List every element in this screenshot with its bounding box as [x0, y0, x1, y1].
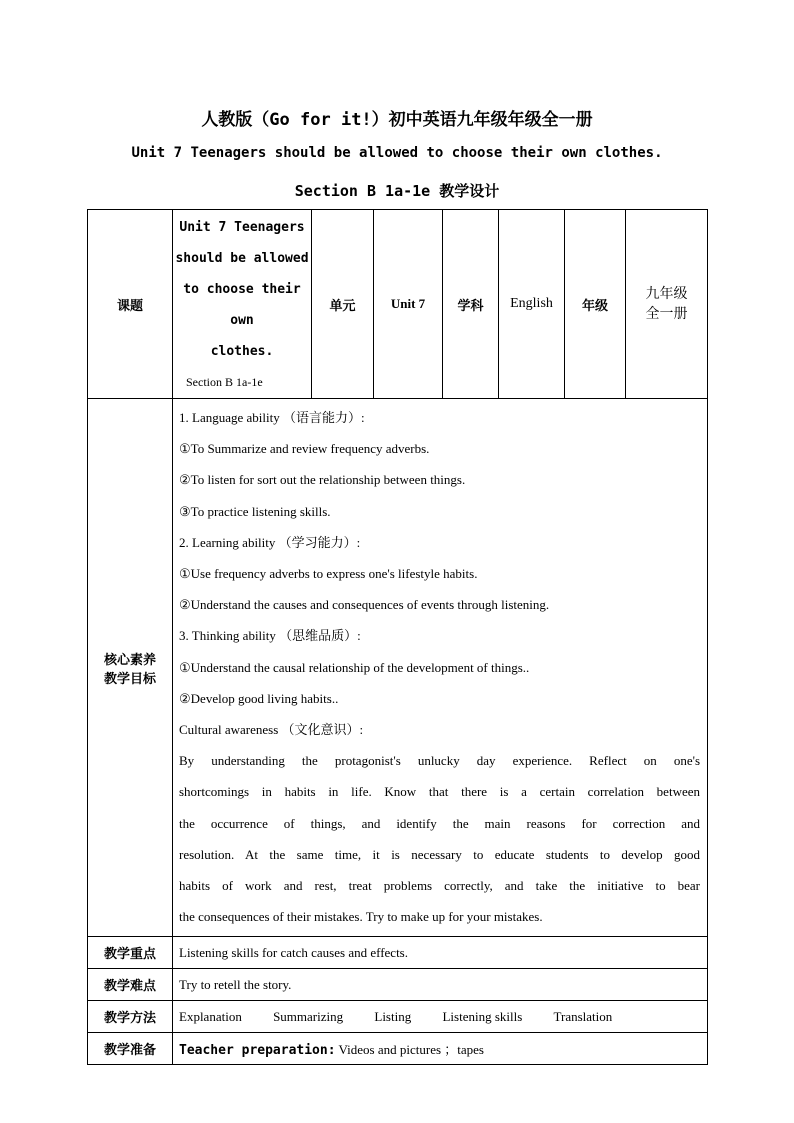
objective-line: Cultural awareness （文化意识）: — [179, 722, 364, 738]
objective-line: ①To Summarize and review frequency adverbs. — [179, 441, 430, 457]
subject-label: 学科 — [443, 210, 499, 399]
objective-line: 2. Learning ability （学习能力）: — [179, 534, 361, 550]
cultural-paragraph-line: the consequences of their mistakes. Try to make up for your mistakes. — [179, 909, 543, 925]
topic-cell — [173, 210, 312, 399]
grade-label: 年级 — [565, 210, 626, 399]
objective-line: ①Understand the causal relationship of the development of things.. — [179, 659, 530, 675]
grade-value-cell — [626, 210, 708, 399]
unit-title: Unit 7 Teenagers should be allowed to choose their own clothes. — [131, 145, 663, 161]
preparation-text: Videos and pictures ；tapes — [335, 1042, 484, 1058]
difficulties-row — [88, 969, 708, 1001]
cultural-paragraph-line: resolution. At the same time, it is necessary to educate students to develop good — [179, 846, 700, 862]
cultural-paragraph-line: By understanding the protagonist's unlucky day experience. Reflect on one's — [179, 753, 700, 769]
topic-line: should be allowed — [175, 251, 309, 266]
preparation-row — [88, 1033, 708, 1065]
topic-label: 课题 — [88, 210, 173, 399]
section-title: Section B 1a-1e 教学设计 — [294, 182, 500, 200]
objectives-row — [88, 399, 708, 937]
method-item: Listing — [374, 1008, 412, 1024]
cultural-paragraph-line: the occurrence of things, and identify the main reasons for correction and — [179, 815, 700, 831]
cultural-paragraph-line: habits of work and rest, treat problems correctly, and take the initiative to bear — [179, 878, 700, 894]
topic-line: to choose their own — [183, 282, 301, 328]
objectives-label — [88, 399, 173, 937]
method-item: Translation — [553, 1008, 613, 1024]
objective-line: ③To practice listening skills. — [179, 503, 331, 519]
objectives-label-line: 核心素养 — [103, 652, 156, 668]
topic-section: Section B 1a-1e — [186, 375, 263, 389]
objectives-label-line: 教学目标 — [103, 671, 156, 687]
objective-line: ②To listen for sort out the relationship between things. — [179, 472, 466, 488]
key-points-row — [88, 937, 708, 969]
objective-line: 3. Thinking ability （思维品质）: — [179, 628, 361, 644]
methods-label: 教学方法 — [88, 1001, 173, 1033]
method-item: Summarizing — [273, 1008, 344, 1024]
cultural-paragraph-line: shortcomings in habits in life. Know that there is a certain correlation between — [179, 784, 700, 800]
info-row — [88, 210, 708, 399]
grade-value-line: 全一册 — [645, 306, 688, 322]
method-item: Listening skills — [442, 1008, 523, 1024]
grade-value-line: 九年级 — [645, 286, 688, 302]
topic-line: clothes. — [210, 344, 274, 359]
key-points-label: 教学重点 — [88, 937, 173, 969]
preparation-prefix: Teacher preparation: — [179, 1043, 336, 1059]
key-points-value: Listening skills for catch causes and effects. — [173, 937, 708, 969]
method-item: Explanation — [179, 1008, 242, 1024]
preparation-label: 教学准备 — [88, 1033, 173, 1065]
subject-value: English — [499, 210, 565, 399]
unit-value: Unit 7 — [374, 210, 443, 399]
lesson-plan-table — [87, 209, 708, 1065]
preparation-value — [173, 1033, 708, 1065]
objective-line: ②Understand the causes and consequences of events through listening. — [179, 597, 550, 613]
difficulties-label: 教学难点 — [88, 969, 173, 1001]
methods-row — [88, 1001, 708, 1033]
objective-line: ②Develop good living habits.. — [179, 690, 339, 706]
difficulties-value: Try to retell the story. — [173, 969, 708, 1001]
unit-label: 单元 — [312, 210, 374, 399]
document-title: 人教版（Go for it!）初中英语九年级年级全一册 — [201, 110, 593, 130]
topic-line: Unit 7 Teenagers — [179, 220, 305, 235]
objective-line: 1. Language ability （语言能力）: — [179, 410, 365, 425]
objective-line: ①Use frequency adverbs to express one's lifestyle habits. — [179, 566, 478, 582]
objectives-content — [173, 399, 708, 937]
methods-value — [173, 1001, 708, 1033]
